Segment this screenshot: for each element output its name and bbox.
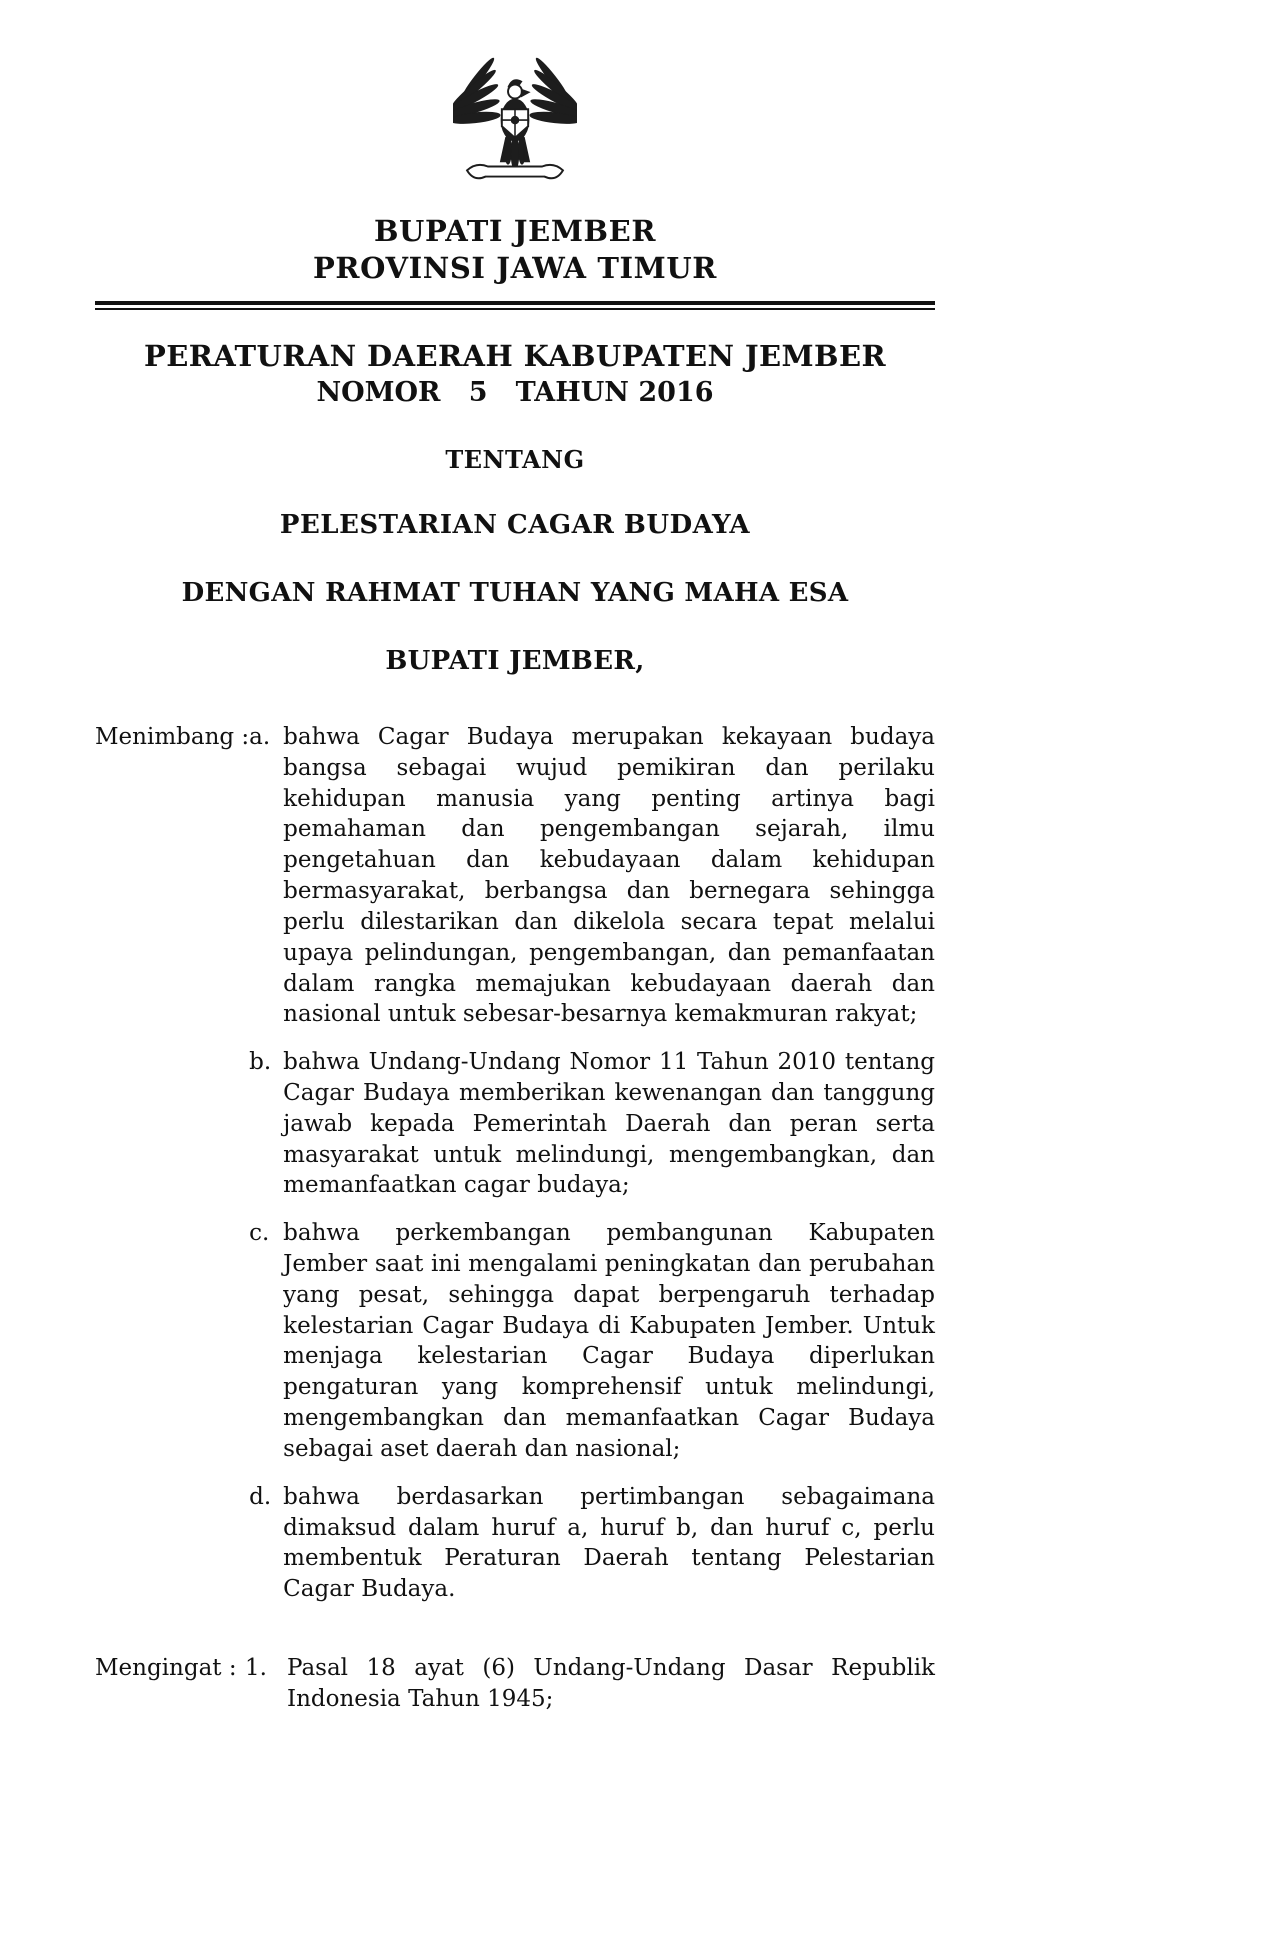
list-item — [249, 1047, 935, 1201]
list-item — [249, 722, 935, 1030]
list-item — [245, 1653, 935, 1715]
item-marker: b. — [249, 1049, 272, 1076]
right-wing — [529, 56, 577, 125]
emblem-container — [453, 52, 577, 203]
item-text: bahwa Undang-Undang Nomor 11 Tahun 2010 tentang Cagar Budaya memberikan kewenangan dan tanggung jawab kepada Pemerintah Daerah dan peran serta masyarakat untuk melindungi, mengembangkan, dan memanfaatkan cagar budaya; — [283, 1049, 935, 1199]
considering-items — [249, 722, 935, 1605]
item-marker: c. — [249, 1220, 270, 1247]
item-marker: d. — [249, 1483, 272, 1510]
regulation-title: PERATURAN DAERAH KABUPATEN JEMBER — [144, 339, 886, 373]
legal-basis-items — [245, 1653, 935, 1715]
legal-basis-section — [95, 1653, 935, 1715]
list-item — [249, 1218, 935, 1465]
header-office: BUPATI JEMBER — [373, 214, 657, 248]
item-marker: 1. — [245, 1654, 267, 1681]
regulation-number: NOMOR 5 TAHUN 2016 — [316, 377, 714, 408]
item-text: bahwa berdasarkan pertimbangan sebagaimana dimaksud dalam huruf a, huruf b, dan huruf c, perlu membentuk Peraturan Daerah tentang Pelestarian Cagar Budaya. — [283, 1483, 935, 1603]
header-province: PROVINSI JAWA TIMUR — [313, 251, 717, 285]
item-text: bahwa Cagar Budaya merupakan kekayaan budaya bangsa sebagai wujud pemikiran dan perilaku kehidupan manusia yang penting artinya bagi pemahaman dan pengembangan sejarah, ilmu pengetahuan dan kebudayaan dalam kehidupan bermasyarakat, berbangsa dan bernegara sehingga perlu dilestarikan dan dikelola secara tepat melalui upaya pelindungan, pengembangan, dan pemanfaatan dalam rangka memajukan kebudayaan daerah dan nasional untuk sebesar-besarnya kemakmuran rakyat; — [283, 724, 935, 1028]
about-label: TENTANG — [445, 445, 585, 474]
garuda-pancasila-emblem-icon — [453, 52, 577, 199]
separator-rule-thick — [95, 301, 935, 305]
separator-rule-thin — [95, 308, 935, 310]
item-marker: a. — [249, 724, 271, 750]
legal-basis-label: Mengingat : — [95, 1654, 237, 1681]
separator-rule — [95, 301, 935, 310]
issuer-line: BUPATI JEMBER, — [385, 646, 645, 676]
item-text: bahwa perkembangan pembangunan Kabupaten Jember saat ini mengalami peningkatan dan perubahan yang pesat, sehingga dapat berpengaruh terhadap kelestarian Cagar Budaya di Kabupaten Jember. Untuk menjaga kelestarian Cagar Budaya diperlukan pengaturan yang komprehensif untuk melindungi, mengembangkan dan memanfaatkan Cagar Budaya sebagai aset daerah dan nasional; — [283, 1220, 935, 1462]
considering-label: Menimbang : — [95, 724, 250, 750]
item-text: Pasal 18 ayat (6) Undang-Undang Dasar Republik Indonesia Tahun 1945; — [287, 1654, 935, 1712]
list-item — [249, 1482, 935, 1605]
regulation-subject: PELESTARIAN CAGAR BUDAYA — [279, 510, 751, 540]
left-wing — [453, 56, 501, 125]
considering-section — [95, 722, 935, 1605]
invocation-line: DENGAN RAHMAT TUHAN YANG MAHA ESA — [181, 578, 849, 608]
